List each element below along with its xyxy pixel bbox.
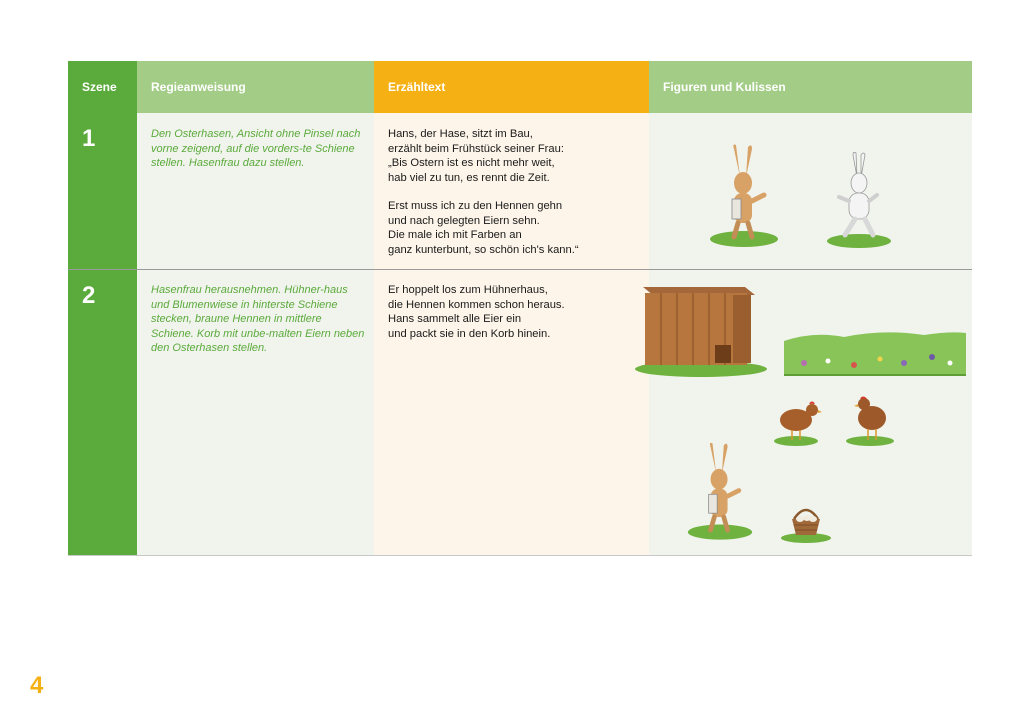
text-line: Hans, der Hase, sitzt im Bau, bbox=[388, 128, 533, 140]
text-line: ganz kunterbunt, so schön ich's kann.“ bbox=[388, 243, 579, 256]
header-figuren: Figuren und Kulissen bbox=[649, 61, 972, 113]
table-bottom-line bbox=[68, 555, 972, 556]
scene-2-regie: Hasenfrau herausnehmen. Hühner-haus und Blumenwiese in hinterste Schiene stecken, braune Hennen in mittlere Schiene. Korb mit unbe-malten Eiern neben den Osterhasen stellen. bbox=[151, 284, 365, 354]
hen-figure bbox=[774, 396, 822, 446]
flower-meadow-figure bbox=[784, 327, 966, 377]
text-line: die Hennen kommen schon heraus. bbox=[388, 298, 565, 311]
hare-hans-figure bbox=[686, 439, 754, 543]
scene-1-number: 1 bbox=[82, 125, 96, 152]
header-szene: Szene bbox=[68, 61, 137, 113]
scene-2-number: 2 bbox=[82, 282, 96, 309]
text-line: Er hoppelt los zum Hühnerhaus, bbox=[388, 284, 548, 296]
hare-hans-figure bbox=[708, 143, 780, 248]
text-line: Die male ich mit Farben an bbox=[388, 229, 522, 241]
text-line: „Bis Ostern ist es nicht mehr weit, bbox=[388, 157, 555, 169]
text-line: Erst muss ich zu den Hennen gehn bbox=[388, 200, 563, 212]
scene-table bbox=[68, 61, 972, 556]
hare-wife-figure bbox=[823, 151, 893, 249]
hen-figure bbox=[846, 394, 896, 446]
basket-figure bbox=[780, 501, 832, 543]
text-line: Hans sammelt alle Eier ein bbox=[388, 313, 522, 325]
header-erzaehltext: Erzähltext bbox=[374, 61, 649, 113]
henhouse-figure bbox=[633, 281, 769, 377]
text-line: und packt sie in den Korb hinein. bbox=[388, 327, 551, 340]
page-number: 4 bbox=[30, 672, 44, 699]
scene-1-regie: Den Osterhasen, Ansicht ohne Pinsel nach vorne zeigend, auf die vorders-te Schiene stellen. Hasenfrau dazu stellen. bbox=[151, 128, 361, 169]
header-regieanweisung: Regieanweisung bbox=[137, 61, 374, 113]
row-divider bbox=[68, 269, 972, 270]
column-scene-number bbox=[68, 113, 137, 556]
scene-1-erzaehltext bbox=[388, 127, 638, 257]
text-line: und nach gelegten Eiern sehn. bbox=[388, 214, 540, 227]
text-line: erzählt beim Frühstück seiner Frau: bbox=[388, 142, 564, 155]
text-line: hab viel zu tun, es rennt die Zeit. bbox=[388, 171, 550, 184]
scene-2-erzaehltext bbox=[388, 283, 638, 341]
